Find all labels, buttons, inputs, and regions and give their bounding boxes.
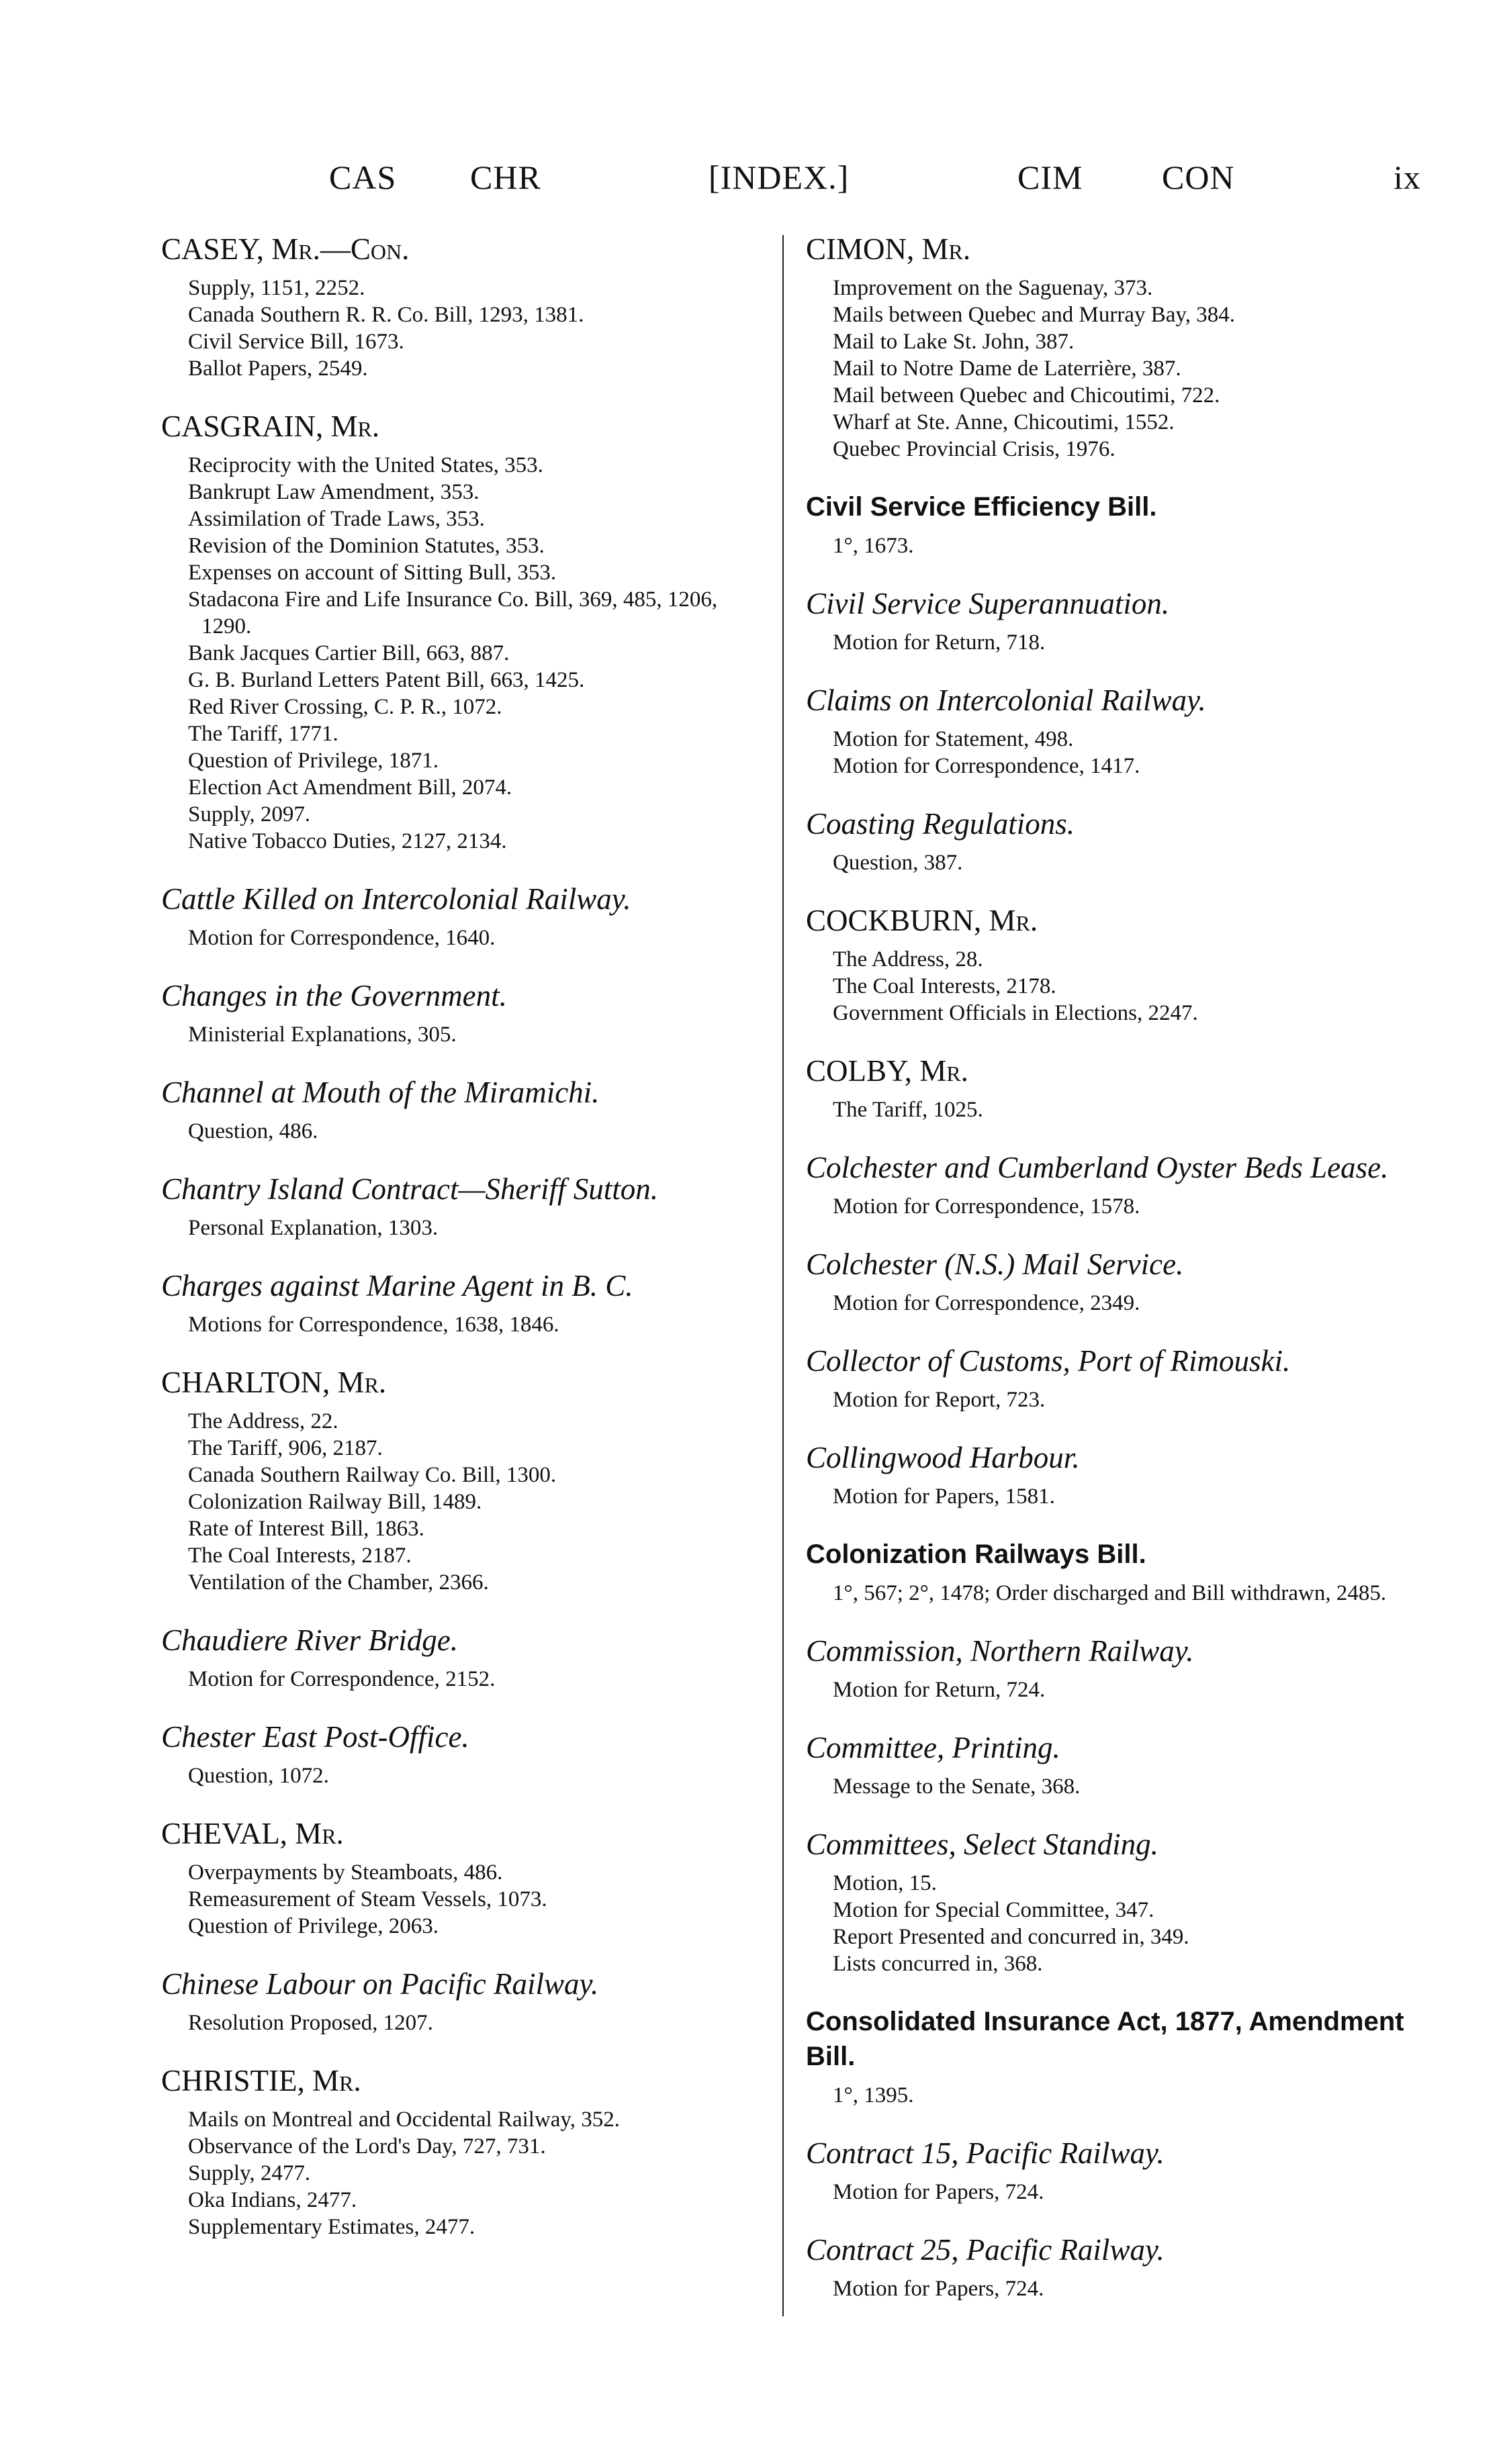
entry-reference: Mail to Lake St. John, 387. xyxy=(833,330,1075,354)
index-entry xyxy=(806,586,1410,656)
entry-reference: Mails between Quebec and Murray Bay, 384. xyxy=(833,303,1236,327)
entry-reference: Supply, 2477. xyxy=(188,2161,311,2185)
column-divider xyxy=(782,235,784,2316)
entry-heading: Committees, Select Standing. xyxy=(806,1828,1158,1861)
entry-heading: CASEY, Mr.—Con. xyxy=(161,232,410,266)
right-column xyxy=(806,232,1410,2329)
index-entry xyxy=(806,903,1410,1027)
entry-heading: Chantry Island Contract—Sheriff Sutton. xyxy=(161,1172,659,1206)
index-entry xyxy=(161,1623,766,1693)
entry-reference: The Coal Interests, 2187. xyxy=(188,1544,412,1568)
entry-reference: Observance of the Lord's Day, 727, 731. xyxy=(188,2134,546,2159)
entry-reference: Ministerial Explanations, 305. xyxy=(188,1023,457,1047)
entry-reference: Mails on Montreal and Occidental Railway, 352. xyxy=(188,2107,621,2132)
running-header xyxy=(0,158,1503,211)
entry-heading: Commission, Northern Railway. xyxy=(806,1634,1194,1668)
entry-reference: Quebec Provincial Crisis, 1976. xyxy=(833,437,1115,461)
index-entry xyxy=(161,882,766,951)
entry-reference: Motion for Return, 718. xyxy=(833,630,1046,655)
entry-reference: The Tariff, 1771. xyxy=(188,722,338,746)
entry-reference: Message to the Senate, 368. xyxy=(833,1774,1081,1799)
entry-reference: Motion for Papers, 724. xyxy=(833,2277,1044,2301)
header-left-first: CAS xyxy=(329,158,397,196)
entry-reference: Question of Privilege, 1871. xyxy=(188,749,439,773)
index-entry xyxy=(161,1816,766,1940)
entry-heading: CIMON, Mr. xyxy=(806,232,971,266)
entry-heading: CHRISTIE, Mr. xyxy=(161,2064,361,2097)
entry-heading: Collingwood Harbour. xyxy=(806,1441,1080,1474)
entry-reference: The Coal Interests, 2178. xyxy=(833,974,1056,998)
entry-reference: Question, 1072. xyxy=(188,1764,329,1788)
entry-reference: G. B. Burland Letters Patent Bill, 663, 1425. xyxy=(188,668,585,692)
entry-reference: Motion for Special Committee, 347. xyxy=(833,1898,1154,1922)
entry-heading: Coasting Regulations. xyxy=(806,807,1075,841)
index-entry xyxy=(161,409,766,855)
entry-reference: Motion for Papers, 1581. xyxy=(833,1484,1055,1509)
index-entry xyxy=(806,1247,1410,1317)
index-entry xyxy=(806,1633,1410,1703)
header-right-second: CON xyxy=(1162,158,1235,196)
index-entry xyxy=(806,1537,1410,1607)
index-entry xyxy=(806,1440,1410,1510)
entry-reference: Ventilation of the Chamber, 2366. xyxy=(188,1570,489,1595)
entry-reference: The Tariff, 906, 2187. xyxy=(188,1436,383,1460)
entry-heading: Chaudiere River Bridge. xyxy=(161,1623,458,1657)
index-entry xyxy=(806,1343,1410,1413)
entry-reference: Canada Southern R. R. Co. Bill, 1293, 1381. xyxy=(188,303,584,327)
entry-heading: Claims on Intercolonial Railway. xyxy=(806,683,1206,717)
entry-heading: Contract 15, Pacific Railway. xyxy=(806,2136,1165,2170)
entry-reference: Oka Indians, 2477. xyxy=(188,2188,357,2212)
entry-reference: Report Presented and concurred in, 349. xyxy=(833,1925,1189,1949)
entry-reference: Motion for Correspondence, 2349. xyxy=(833,1291,1140,1315)
entry-reference: Motion for Return, 724. xyxy=(833,1678,1046,1702)
entry-heading: Colchester and Cumberland Oyster Beds Lease. xyxy=(806,1151,1389,1184)
entry-reference: Question of Privilege, 2063. xyxy=(188,1914,439,1938)
entry-reference: 1°, 567; 2°, 1478; Order discharged and Bill withdrawn, 2485. xyxy=(833,1581,1387,1605)
entry-reference: Reciprocity with the United States, 353. xyxy=(188,453,543,477)
entry-reference: Motion for Correspondence, 1578. xyxy=(833,1194,1140,1219)
entry-heading: Civil Service Superannuation. xyxy=(806,587,1170,620)
entry-reference: Canada Southern Railway Co. Bill, 1300. xyxy=(188,1463,557,1487)
entry-reference: Motion for Report, 723. xyxy=(833,1388,1046,1412)
entry-reference: Government Officials in Elections, 2247. xyxy=(833,1001,1198,1025)
entry-heading: Colchester (N.S.) Mail Service. xyxy=(806,1247,1184,1281)
entry-heading: Colonization Railways Bill. xyxy=(806,1539,1146,1569)
entry-reference: Civil Service Bill, 1673. xyxy=(188,330,404,354)
index-entry xyxy=(806,489,1410,559)
header-left-second: CHR xyxy=(470,158,541,196)
entry-reference: Expenses on account of Sitting Bull, 353. xyxy=(188,561,557,585)
entry-reference: Mail to Notre Dame de Laterrière, 387. xyxy=(833,357,1181,381)
index-entry xyxy=(161,978,766,1048)
left-column xyxy=(161,232,766,2267)
index-entry xyxy=(806,1053,1410,1123)
entry-reference: Election Act Amendment Bill, 2074. xyxy=(188,775,512,800)
entry-heading: Channel at Mouth of the Miramichi. xyxy=(161,1076,600,1109)
entry-reference: Supplementary Estimates, 2477. xyxy=(188,2215,475,2239)
header-right-first: CIM xyxy=(1017,158,1083,196)
entry-heading: Civil Service Efficiency Bill. xyxy=(806,492,1157,522)
entry-reference: Assimilation of Trade Laws, 353. xyxy=(188,507,485,531)
index-entry xyxy=(161,1365,766,1596)
entry-heading: Chester East Post-Office. xyxy=(161,1720,469,1754)
entry-reference: Personal Explanation, 1303. xyxy=(188,1216,439,1240)
entry-reference: Improvement on the Saguenay, 373. xyxy=(833,276,1153,300)
entry-reference: The Address, 28. xyxy=(833,947,983,972)
entry-reference: The Address, 22. xyxy=(188,1409,338,1433)
entry-reference: Bank Jacques Cartier Bill, 663, 887. xyxy=(188,641,510,665)
entry-reference: Motion, 15. xyxy=(833,1871,937,1895)
entry-heading: CASGRAIN, Mr. xyxy=(161,410,380,443)
entry-reference: Bankrupt Law Amendment, 353. xyxy=(188,480,480,504)
entry-reference: Motions for Correspondence, 1638, 1846. xyxy=(188,1313,559,1337)
entry-reference: Motion for Papers, 724. xyxy=(833,2180,1044,2204)
entry-reference: 1°, 1673. xyxy=(833,534,914,558)
entry-reference: Question, 387. xyxy=(833,851,963,875)
entry-reference: Native Tobacco Duties, 2127, 2134. xyxy=(188,829,507,853)
entry-heading: Cattle Killed on Intercolonial Railway. xyxy=(161,882,631,916)
entry-reference: Supply, 1151, 2252. xyxy=(188,276,365,300)
entry-reference: Supply, 2097. xyxy=(188,802,311,826)
entry-heading: Consolidated Insurance Act, 1877, Amendment Bill. xyxy=(806,2007,1404,2071)
entry-reference: Motion for Correspondence, 2152. xyxy=(188,1667,496,1691)
index-entry xyxy=(806,683,1410,779)
index-entry xyxy=(806,2136,1410,2206)
entry-reference: Stadacona Fire and Life Insurance Co. Bill, 369, 485, 1206, 1290. xyxy=(188,587,718,638)
entry-reference: Overpayments by Steamboats, 486. xyxy=(188,1860,503,1885)
index-entry xyxy=(161,1967,766,2036)
entry-reference: 1°, 1395. xyxy=(833,2083,914,2107)
entry-reference: Revision of the Dominion Statutes, 353. xyxy=(188,534,545,558)
entry-reference: Question, 486. xyxy=(188,1119,318,1143)
entry-reference: Mail between Quebec and Chicoutimi, 722. xyxy=(833,383,1220,408)
entry-heading: Committee, Printing. xyxy=(806,1731,1060,1764)
index-entry xyxy=(161,1268,766,1338)
entry-reference: Motion for Statement, 498. xyxy=(833,727,1074,751)
entry-reference: Lists concurred in, 368. xyxy=(833,1952,1043,1976)
index-entry xyxy=(161,1075,766,1145)
index-entry xyxy=(806,1730,1410,1800)
entry-reference: Wharf at Ste. Anne, Chicoutimi, 1552. xyxy=(833,410,1175,434)
entry-heading: CHEVAL, Mr. xyxy=(161,1817,344,1850)
index-entry xyxy=(806,232,1410,463)
index-entry xyxy=(806,1150,1410,1220)
index-entry xyxy=(161,1719,766,1789)
entry-heading: CHARLTON, Mr. xyxy=(161,1366,387,1399)
index-entry xyxy=(806,2004,1410,2109)
entry-reference: Motion for Correspondence, 1417. xyxy=(833,754,1140,778)
header-center: [INDEX.] xyxy=(709,158,850,196)
entry-reference: Remeasurement of Steam Vessels, 1073. xyxy=(188,1887,547,1911)
index-entry xyxy=(161,1172,766,1241)
index-entry xyxy=(806,806,1410,876)
entry-heading: Chinese Labour on Pacific Railway. xyxy=(161,1967,599,2001)
entry-heading: Charges against Marine Agent in B. C. xyxy=(161,1269,633,1302)
entry-reference: Red River Crossing, C. P. R., 1072. xyxy=(188,695,502,719)
entry-reference: Resolution Proposed, 1207. xyxy=(188,2011,433,2035)
entry-reference: Colonization Railway Bill, 1489. xyxy=(188,1490,482,1514)
entry-heading: Collector of Customs, Port of Rimouski. xyxy=(806,1344,1291,1378)
index-entry xyxy=(806,1827,1410,1977)
entry-heading: Contract 25, Pacific Railway. xyxy=(806,2233,1165,2267)
entry-heading: COLBY, Mr. xyxy=(806,1054,968,1088)
entry-heading: COCKBURN, Mr. xyxy=(806,904,1038,937)
entry-heading: Changes in the Government. xyxy=(161,979,507,1012)
entry-reference: Motion for Correspondence, 1640. xyxy=(188,926,496,950)
index-entry xyxy=(161,2063,766,2240)
entry-reference: Ballot Papers, 2549. xyxy=(188,357,368,381)
entry-reference: Rate of Interest Bill, 1863. xyxy=(188,1517,424,1541)
index-entry xyxy=(806,2232,1410,2302)
page-number: ix xyxy=(1394,158,1421,196)
index-entry xyxy=(161,232,766,382)
entry-reference: The Tariff, 1025. xyxy=(833,1098,983,1122)
